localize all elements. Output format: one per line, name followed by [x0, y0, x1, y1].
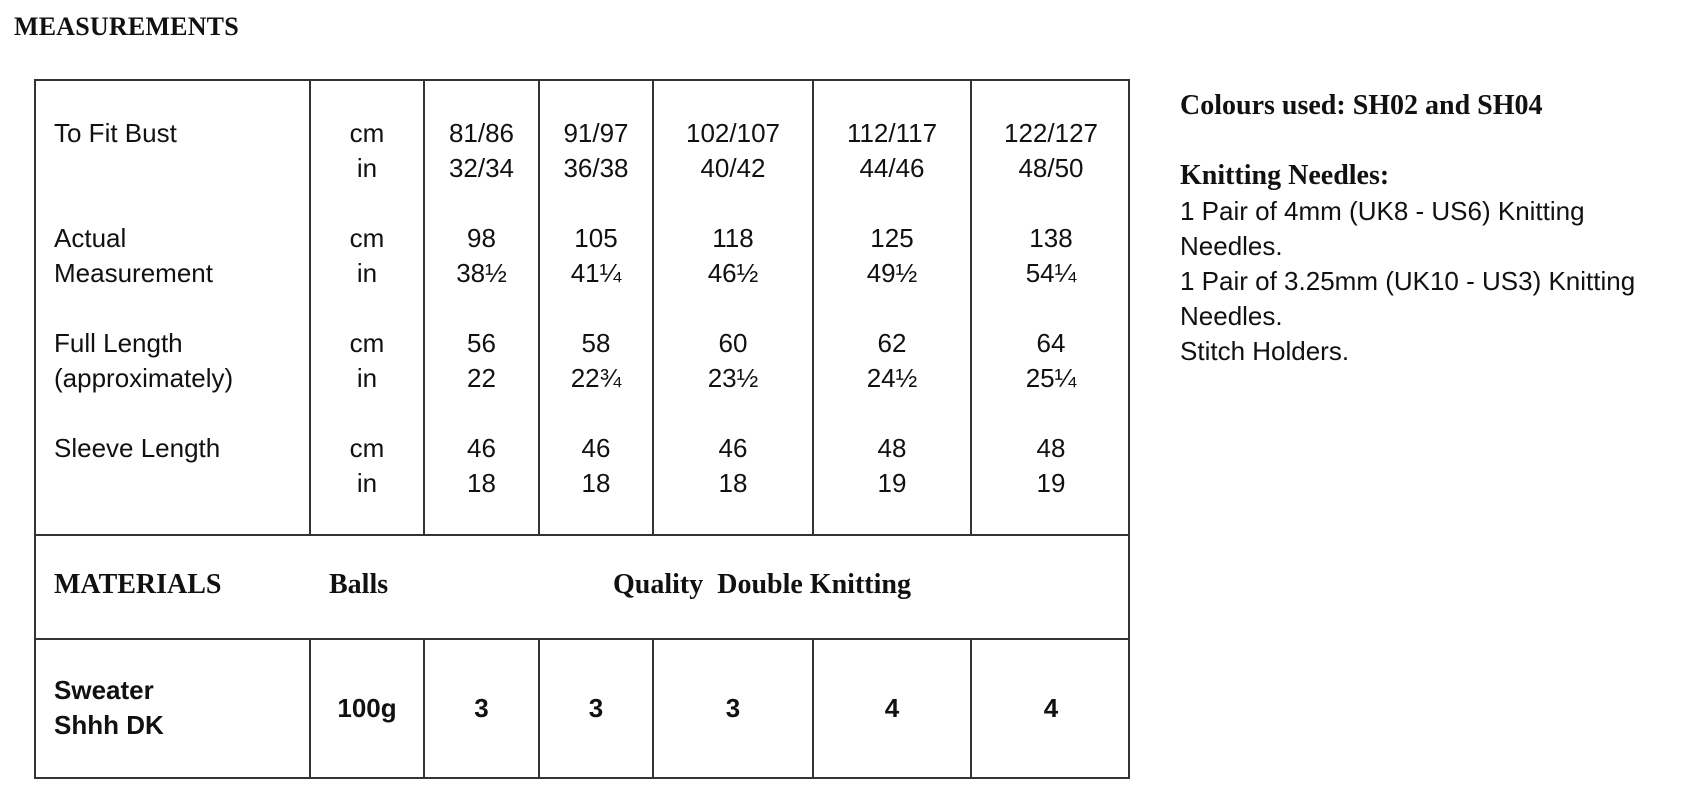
materials-label: MATERIALS [54, 569, 222, 600]
value-cell: 138 54¼ [1025, 223, 1077, 288]
quality-label: Quality Double Knitting [613, 569, 911, 600]
needles-line: Needles. [1180, 231, 1283, 261]
value-cell: 58 22¾ [570, 328, 622, 393]
balls-label: Balls [329, 569, 389, 600]
value-cell: 46 18 [581, 433, 611, 498]
unit-cell: cm in [349, 118, 385, 183]
value-cell: 46 18 [467, 433, 496, 498]
measurement-label-length: Full Length (approximately) [54, 328, 234, 393]
value-cell: 118 46½ [707, 223, 759, 288]
measurement-label-sleeve: Sleeve Length [54, 433, 221, 463]
value-cell: 112/117 44/46 [846, 118, 938, 183]
value-cell: 105 41¼ [570, 223, 622, 288]
needles-line: 1 Pair of 4mm (UK8 - US6) Knitting [1180, 196, 1585, 226]
value-cell: 48 19 [1036, 433, 1066, 498]
unit-cell: cm in [349, 433, 385, 498]
value-cell: 48 19 [877, 433, 907, 498]
needles-line: Stitch Holders. [1180, 336, 1350, 366]
value-cell: 98 38½ [456, 223, 507, 288]
ball-count: 4 [1043, 693, 1059, 723]
yarn-weight: 100g [337, 693, 397, 723]
page-heading: MEASUREMENTS [14, 12, 239, 41]
value-cell: 122/127 48/50 [1004, 118, 1098, 183]
value-cell: 60 23½ [707, 328, 759, 393]
ball-count: 3 [474, 693, 489, 723]
measurements-table [34, 79, 1130, 779]
unit-cell: cm in [349, 328, 385, 393]
value-cell: 62 24½ [866, 328, 918, 393]
value-cell: 91/97 36/38 [563, 118, 629, 183]
ball-count: 3 [588, 693, 604, 723]
colours-used: Colours used: SH02 and SH04 [1180, 90, 1543, 121]
unit-cell: cm in [349, 223, 385, 288]
yarn-label: Sweater Shhh DK [54, 675, 164, 740]
value-cell: 81/86 32/34 [448, 118, 515, 183]
value-cell: 125 49½ [866, 223, 918, 288]
measurement-label-actual: Actual Measurement [54, 223, 213, 288]
value-cell: 64 25¼ [1025, 328, 1077, 393]
value-cell: 102/107 40/42 [686, 118, 780, 183]
ball-count: 4 [884, 693, 900, 723]
value-cell: 56 22 [467, 328, 496, 393]
needles-line: Needles. [1180, 301, 1283, 331]
row-divider [36, 638, 1128, 640]
needles-line: 1 Pair of 3.25mm (UK10 - US3) Knitting [1180, 266, 1636, 296]
measurement-label-bust: To Fit Bust [54, 118, 177, 148]
value-cell: 46 18 [718, 433, 748, 498]
needles-title: Knitting Needles: [1180, 160, 1390, 191]
ball-count: 3 [725, 693, 741, 723]
supplies-panel [1180, 86, 1690, 369]
